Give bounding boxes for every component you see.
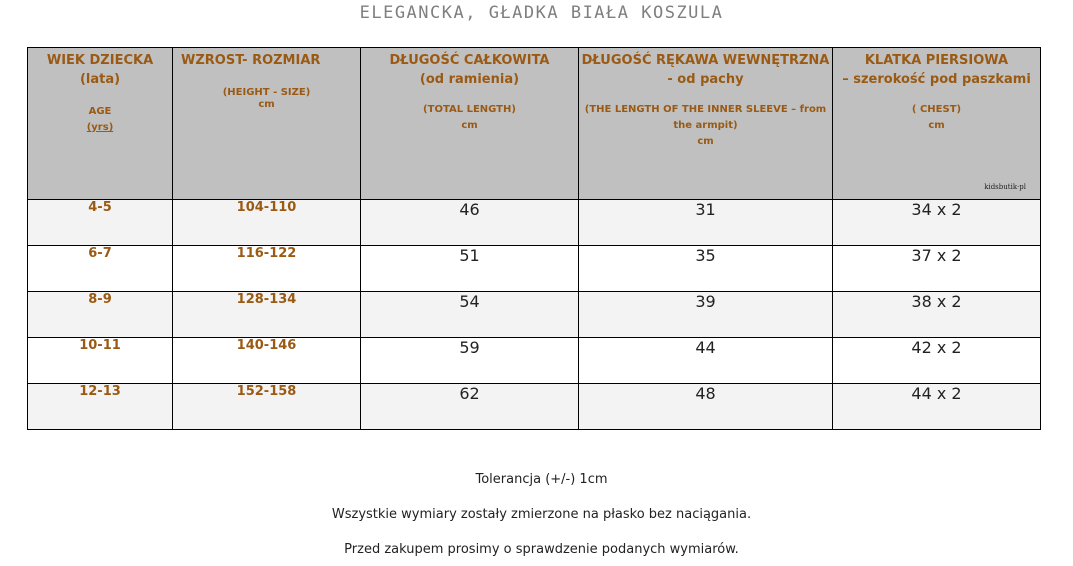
header-total-length-sub-1: (TOTAL LENGTH) — [423, 104, 516, 115]
header-age-main-2: (lata) — [79, 72, 121, 87]
header-height-sub-2: cm — [258, 99, 275, 110]
cell-total-length: 54 — [361, 292, 579, 338]
table-row — [28, 338, 1041, 384]
header-chest-main-1: KLATKA PIERSIOWA — [864, 53, 1009, 68]
cell-age: 10-11 — [28, 338, 173, 384]
watermark: kidsbutik·pl — [984, 183, 1026, 191]
size-table — [27, 47, 1041, 430]
table-row — [28, 384, 1041, 430]
cell-total-length: 62 — [361, 384, 579, 430]
measurement-note: Wszystkie wymiary zostały zmierzone na płasko bez naciągania. — [331, 507, 752, 522]
page-title: ELEGANCKA, GŁADKA BIAŁA KOSZULA — [359, 3, 724, 23]
cell-age: 12-13 — [28, 384, 173, 430]
cell-sleeve: 39 — [579, 292, 833, 338]
header-sleeve-main-1: DŁUGOŚĆ RĘKAWA WEWNĘTRZNA — [581, 53, 830, 68]
header-total-length-main-1: DŁUGOŚĆ CAŁKOWITA — [389, 53, 550, 68]
header-chest — [833, 48, 1041, 200]
header-age-main-1: WIEK DZIECKA — [46, 53, 154, 68]
cell-height: 116-122 — [173, 246, 361, 292]
cell-chest: 42 x 2 — [833, 338, 1041, 384]
header-height-sub-1: (HEIGHT - SIZE) — [222, 87, 311, 98]
cell-sleeve: 48 — [579, 384, 833, 430]
cell-total-length: 46 — [361, 200, 579, 246]
cell-total-length: 59 — [361, 338, 579, 384]
cell-sleeve: 35 — [579, 246, 833, 292]
header-sleeve — [579, 48, 833, 200]
cell-chest: 38 x 2 — [833, 292, 1041, 338]
header-total-length-main-2: (od ramienia) — [419, 72, 520, 87]
check-note: Przed zakupem prosimy o sprawdzenie podanych wymiarów. — [344, 542, 739, 557]
cell-age: 8-9 — [28, 292, 173, 338]
cell-sleeve: 44 — [579, 338, 833, 384]
cell-total-length: 51 — [361, 246, 579, 292]
table-row — [28, 246, 1041, 292]
header-sleeve-main-2: - od pachy — [667, 72, 744, 87]
header-chest-sub-1: ( CHEST) — [911, 104, 962, 115]
header-age — [28, 48, 173, 200]
header-sleeve-sub-3: cm — [697, 136, 714, 147]
cell-chest: 34 x 2 — [833, 200, 1041, 246]
header-total-length-sub-2: cm — [461, 120, 478, 131]
header-sleeve-sub-2: the armpit) — [673, 120, 738, 131]
header-height — [173, 48, 361, 200]
header-total-length — [361, 48, 579, 200]
cell-chest: 37 x 2 — [833, 246, 1041, 292]
cell-chest: 44 x 2 — [833, 384, 1041, 430]
cell-height: 128-134 — [173, 292, 361, 338]
table-header-row — [28, 48, 1041, 200]
cell-sleeve: 31 — [579, 200, 833, 246]
tolerance-note: Tolerancja (+/-) 1cm — [475, 472, 608, 487]
cell-age: 4-5 — [28, 200, 173, 246]
cell-height: 140-146 — [173, 338, 361, 384]
header-chest-main-2: – szerokość pod paszkami — [842, 72, 1031, 87]
header-chest-sub-2: cm — [928, 120, 945, 131]
table-row — [28, 200, 1041, 246]
header-height-main-1: WZROST- ROZMIAR — [181, 53, 321, 68]
header-sleeve-sub-1: (THE LENGTH OF THE INNER SLEEVE – from — [584, 104, 827, 115]
cell-height: 152-158 — [173, 384, 361, 430]
cell-age: 6-7 — [28, 246, 173, 292]
table-row — [28, 292, 1041, 338]
header-age-sub-2: (yrs) — [86, 122, 114, 133]
cell-height: 104-110 — [173, 200, 361, 246]
header-age-sub-1: AGE — [88, 106, 112, 117]
